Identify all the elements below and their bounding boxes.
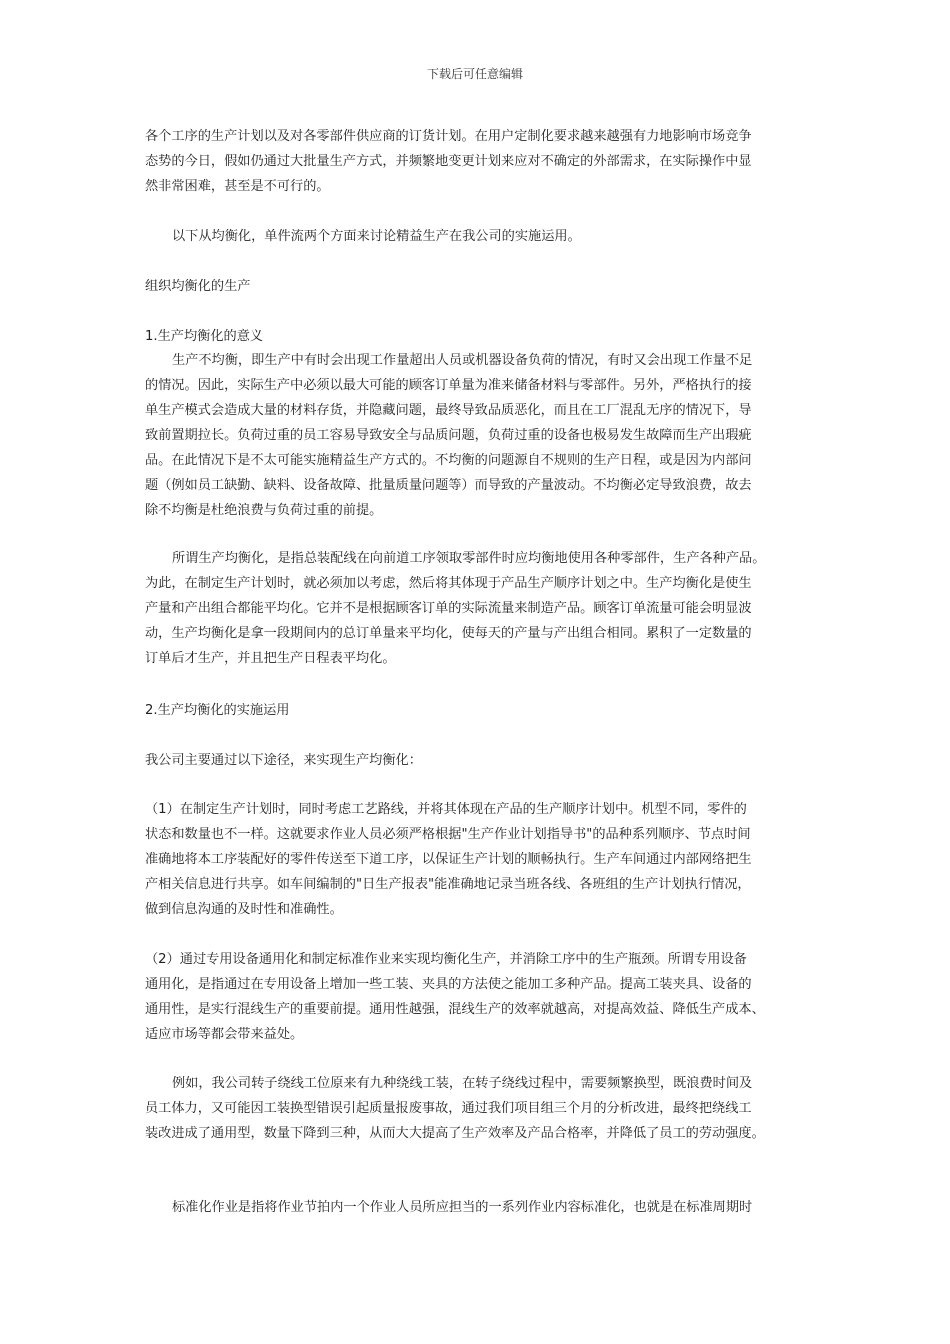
text-line: 为此，在制定生产计划时，就必须加以考虑，然后将其体现于产品生产顺序计划之中。生产均衡化是使生: [145, 576, 752, 591]
text-line: 态势的今日，假如仍通过大批量生产方式，并频繁地变更计划来应对不确定的外部需求，在实际操作中显: [145, 154, 752, 169]
text-line: 然非常困难，甚至是不可行的。: [145, 179, 330, 194]
section-heading: [145, 274, 825, 299]
paragraph-standard-work: [145, 1195, 825, 1220]
text-line: 的情况。因此，实际生产中必须以最大可能的顾客订单量为准来储备材料与零部件。另外，严格执行的接: [145, 378, 752, 393]
heading-text: 2.生产均衡化的实施运用: [145, 703, 290, 718]
paragraph-intro: [145, 224, 825, 249]
text-line: 以下从均衡化，单件流两个方面来讨论精益生产在我公司的实施运用。: [172, 229, 581, 244]
text-line: 题（例如员工缺勤、缺料、设备故障、批量质量问题等）而导致的产量波动。不均衡必定导致浪费，故去: [145, 478, 752, 493]
text-line: 动，生产均衡化是拿一段期间内的总订单量来平均化，使每天的产量与产出组合相同。累积了一定数量的: [145, 626, 752, 641]
heading-text: 组织均衡化的生产: [145, 279, 251, 294]
paragraph-example: [145, 1071, 825, 1146]
text-line: 品。在此情况下是不太可能实施精益生产方式的。不均衡的问题源自不规则的生产日程，或是因为内部问: [145, 453, 752, 468]
paragraph-leveling-definition: [145, 546, 825, 671]
subsection-heading-1: [145, 324, 825, 349]
text-line: 通用化，是指通过在专用设备上增加一些工装、夹具的方法使之能加工多种产品。提高工装夹具、设备的: [145, 977, 752, 992]
text-line: 产相关信息进行共享。如车间编制的"日生产报表"能准确地记录当班各线、各班组的生产计划执行情况，: [145, 877, 751, 892]
text-line: 所谓生产均衡化，是指总装配线在向前道工序领取零部件时应均衡地使用各种零部件，生产各种产品。: [172, 551, 766, 566]
text-line: （2）通过专用设备通用化和制定标准作业来实现均衡化生产，并消除工序中的生产瓶颈。所谓专用设备: [145, 952, 747, 967]
text-line: 我公司主要通过以下途径，来实现生产均衡化：: [145, 753, 422, 768]
text-line: 做到信息沟通的及时性和准确性。: [145, 902, 343, 917]
paragraph-continuation: [145, 124, 825, 199]
heading-text: 1.生产均衡化的意义: [145, 329, 264, 344]
text-line: 单生产模式会造成大量的材料存货，并隐藏问题，最终导致品质恶化，而且在工厂混乱无序的情况下，导: [145, 403, 752, 418]
text-line: 适应市场等都会带来益处。: [145, 1027, 304, 1042]
text-line: 除不均衡是杜绝浪费与负荷过重的前提。: [145, 503, 383, 518]
text-line: 产量和产出组合都能平均化。它并不是根据顾客订单的实际流量来制造产品。顾客订单流量可能会明显波: [145, 601, 752, 616]
paragraph-item-1: [145, 797, 825, 922]
subsection-heading-2: [145, 698, 825, 723]
paragraph-approach-intro: [145, 748, 825, 773]
text-line: 致前置期拉长。负荷过重的员工容易导致安全与品质问题，负荷过重的设备也极易发生故障而生产出瑕疵: [145, 428, 752, 443]
text-line: 生产不均衡，即生产中有时会出现工作量超出人员或机器设备负荷的情况，有时又会出现工作量不足: [172, 353, 753, 368]
text-line: 各个工序的生产计划以及对各零部件供应商的订货计划。在用户定制化要求越来越强有力地影响市场竞争: [145, 129, 752, 144]
text-line: 例如，我公司转子绕线工位原来有九种绕线工装，在转子绕线过程中，需要频繁换型，既浪费时间及: [172, 1076, 753, 1091]
text-line: 订单后才生产，并且把生产日程表平均化。: [145, 651, 396, 666]
page-header: 下载后可任意编辑: [426, 67, 523, 81]
text-line: 员工体力，又可能因工装换型错误引起质量报废事故，通过我们项目组三个月的分析改进，最终把绕线工: [145, 1101, 752, 1116]
paragraph-unevenness: [145, 348, 825, 523]
text-line: 准确地将本工序装配好的零件传送至下道工序，以保证生产计划的顺畅执行。生产车间通过内部网络把生: [145, 852, 752, 867]
text-line: 装改进成了通用型，数量下降到三种，从而大大提高了生产效率及产品合格率，并降低了员工的劳动强度。: [145, 1126, 765, 1141]
paragraph-item-2: [145, 947, 825, 1047]
text-line: 通用性，是实行混线生产的重要前提。通用性越强，混线生产的效率就越高，对提高效益、降低生产成本、: [145, 1002, 765, 1017]
text-line: （1）在制定生产计划时，同时考虑工艺路线，并将其体现在产品的生产顺序计划中。机型不同，零件的: [145, 802, 747, 817]
text-line: 状态和数量也不一样。这就要求作业人员必须严格根据"生产作业计划指导书"的品种系列顺序、节点时间: [145, 827, 751, 842]
text-line: 标准化作业是指将作业节拍内一个作业人员所应担当的一系列作业内容标准化，也就是在标准周期时: [172, 1200, 753, 1215]
